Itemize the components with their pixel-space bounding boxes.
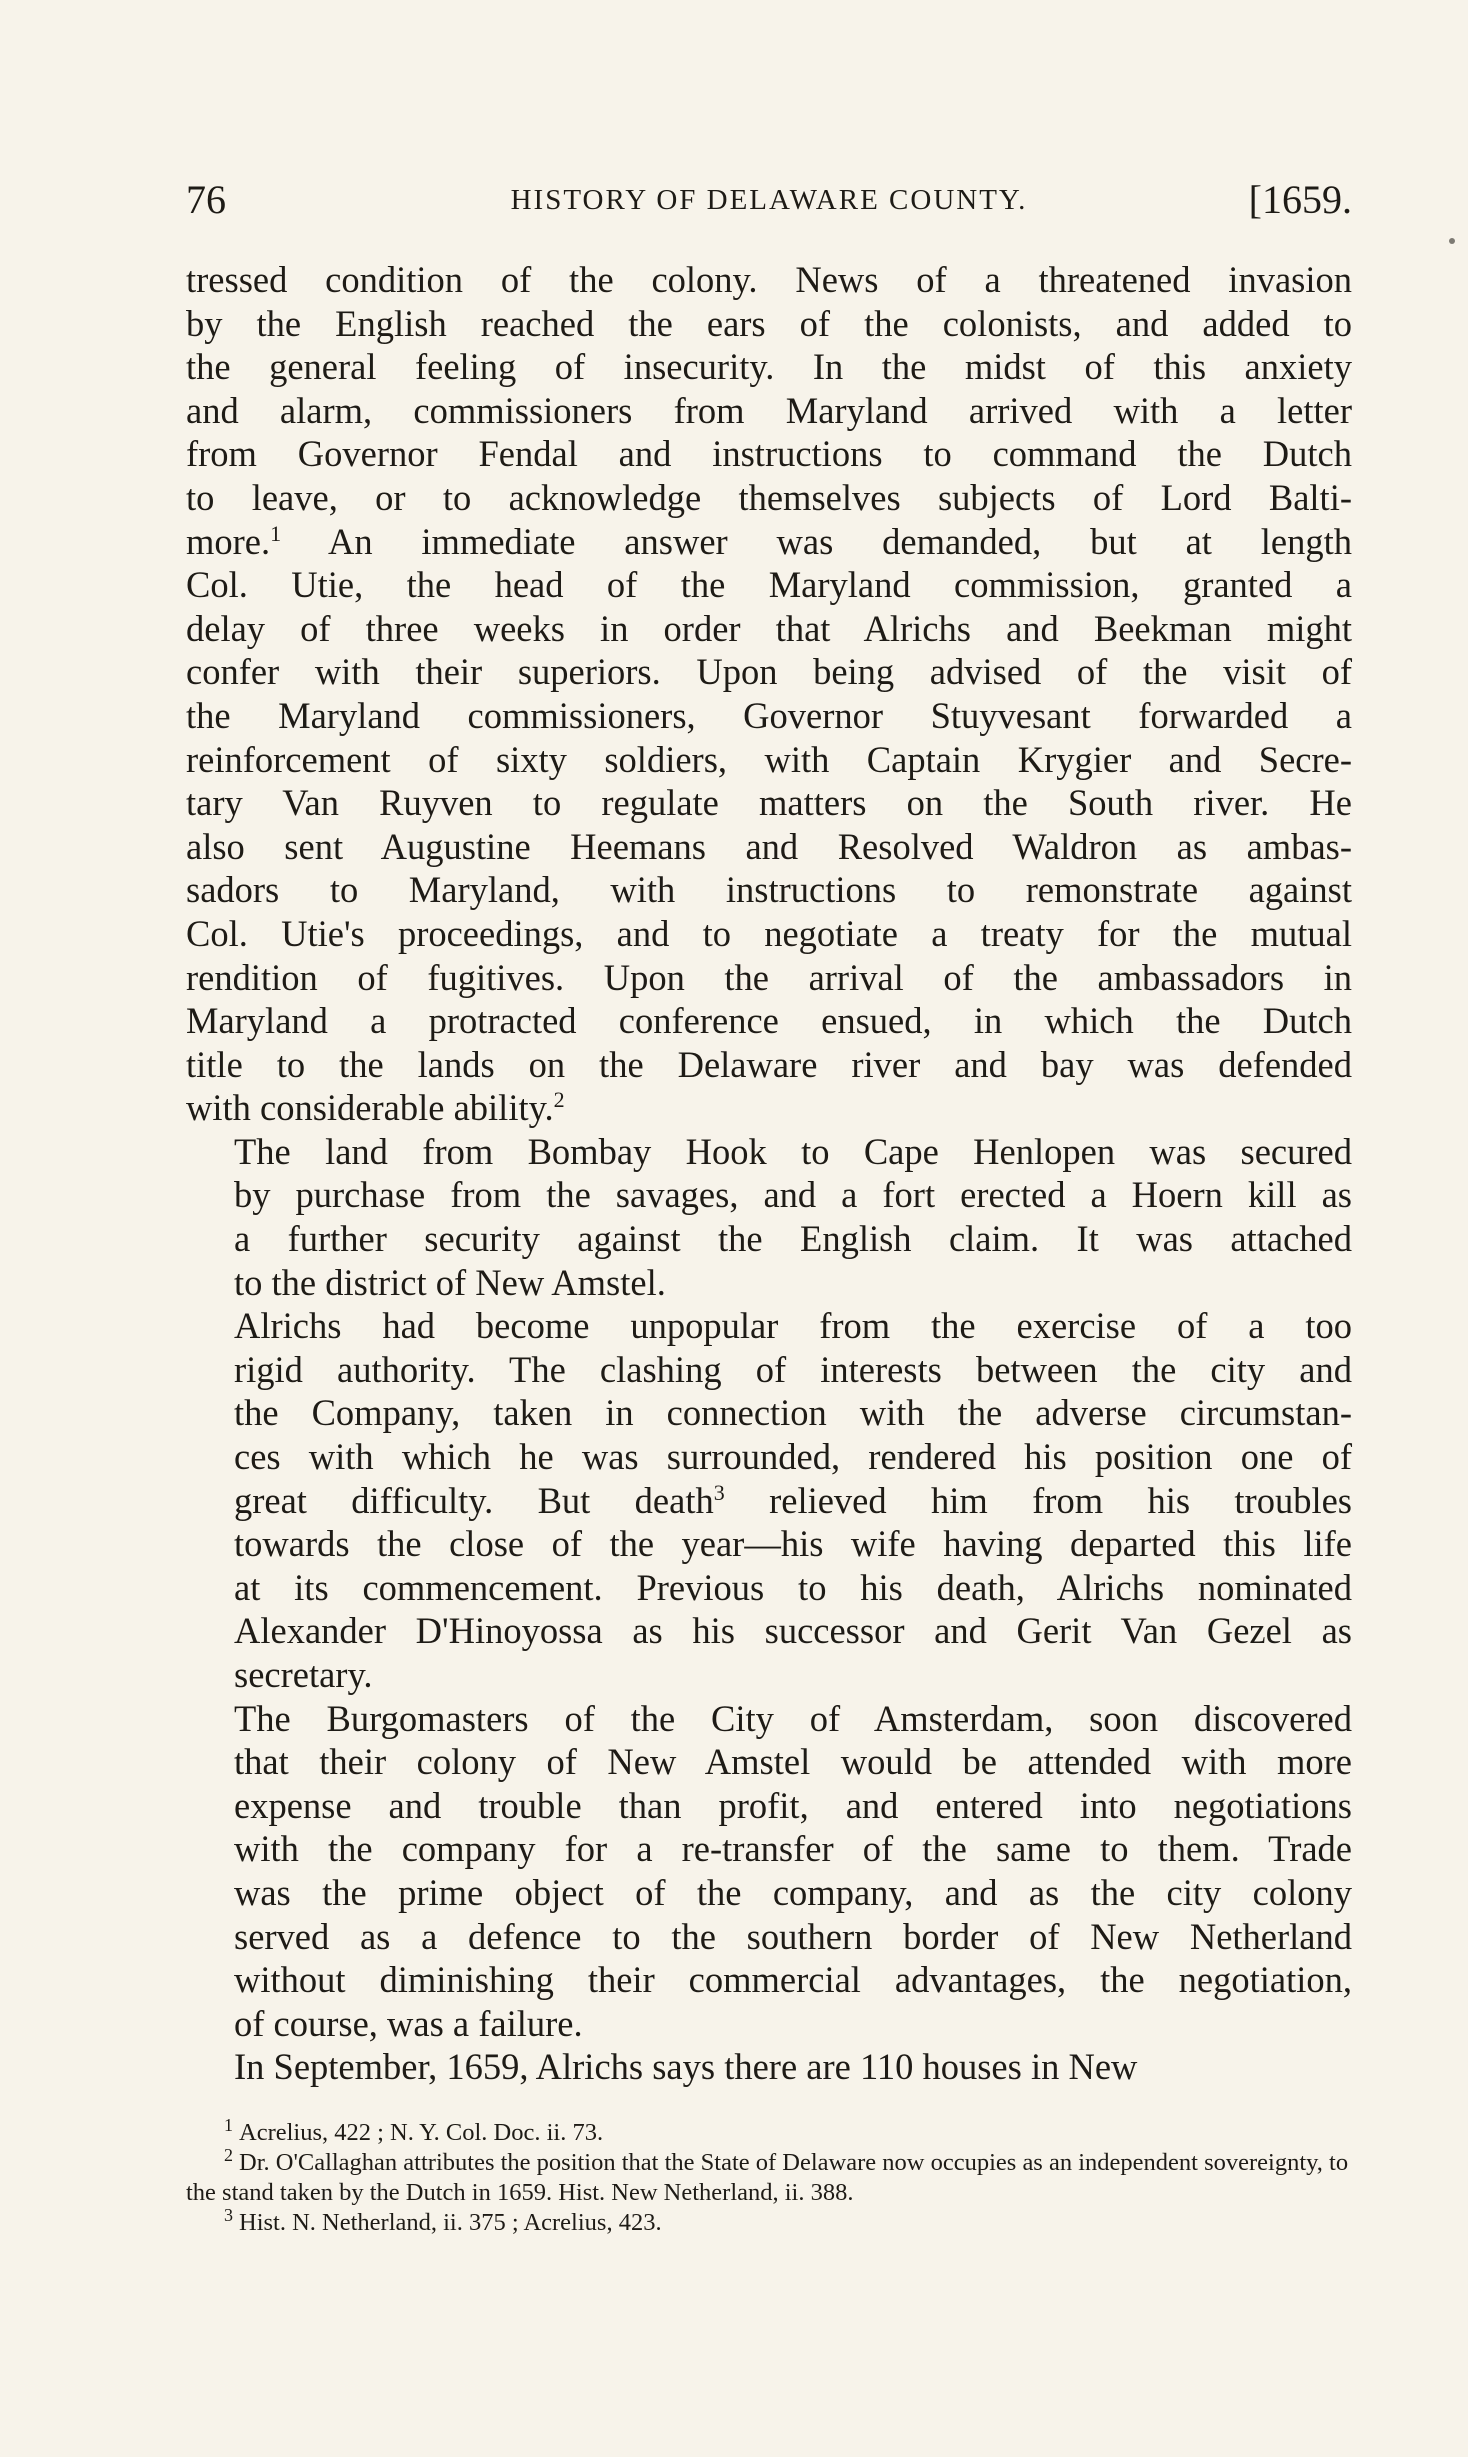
text-line: from Governor Fendal and instructions to command the Dutch <box>186 433 1352 475</box>
body-text <box>186 258 1352 2089</box>
footnote-text: Acrelius, 422 ; N. Y. Col. Doc. ii. 73. <box>239 2119 604 2146</box>
text-line: at its commencement. Previous to his death, Alrichs nominated <box>234 1566 1352 1608</box>
paragraph <box>186 2045 1352 2089</box>
text-run: more. <box>186 520 271 562</box>
text-line: Alrichs had become unpopular from the exercise of a too <box>234 1305 1352 1347</box>
text-line: title to the lands on the Delaware river and bay was defended <box>186 1043 1352 1085</box>
text-line: tary Van Ruyven to regulate matters on the South river. He <box>186 782 1352 824</box>
text-line: to leave, or to acknowledge themselves subjects of Lord Balti- <box>186 476 1352 518</box>
text-line: Alexander D'Hinoyossa as his successor and Gerit Van Gezel as <box>234 1610 1352 1652</box>
footnote-number: 2 <box>224 2144 233 2165</box>
text-line: ces with which he was surrounded, rendered his position one of <box>234 1436 1352 1478</box>
text-line: with the company for a re-transfer of the same to them. Trade <box>234 1828 1352 1870</box>
paragraph <box>186 1697 1352 2046</box>
footnote-ref: 2 <box>553 1087 565 1113</box>
paragraph <box>186 1130 1352 1304</box>
text-line: the Company, taken in connection with the adverse circumstan- <box>234 1392 1352 1434</box>
paragraph <box>186 1304 1352 1696</box>
text-line: to the district of New Amstel. <box>234 1261 666 1303</box>
text-line: The land from Bombay Hook to Cape Henlopen was secured <box>234 1130 1352 1172</box>
text-line: rigid authority. The clashing of interests between the city and <box>234 1348 1352 1390</box>
text-line: without diminishing their commercial advantages, the negotiation, <box>234 1959 1352 2001</box>
footnote-text: Dr. O'Callaghan attributes the position that the State of Delaware now occupies as an independent sovereignty, to the stand taken by the Dutch in 1659. Hist. New Netherland, ii. 388. <box>186 2149 1349 2206</box>
running-year: [1659. <box>1248 177 1352 222</box>
text-line: In September, 1659, Alrichs says there are 110 houses in New <box>234 2046 1138 2088</box>
running-head <box>186 170 1352 230</box>
text-line: that their colony of New Amstel would be attended with more <box>234 1741 1352 1783</box>
text-line: by the English reached the ears of the colonists, and added to <box>186 302 1352 344</box>
text-line: secretary. <box>234 1654 373 1695</box>
print-speck <box>1449 238 1455 244</box>
text-run: An immediate answer was demanded, but at length <box>281 520 1352 562</box>
text-line: Col. Utie's proceedings, and to negotiate a treaty for the mutual <box>186 912 1352 954</box>
text-line: Maryland a protracted conference ensued, in which the Dutch <box>186 1000 1352 1042</box>
text-line <box>186 1086 1352 1130</box>
text-line: confer with their superiors. Upon being advised of the visit of <box>186 651 1352 693</box>
footnote <box>186 2144 1352 2208</box>
footnote <box>186 2114 1352 2148</box>
text-line: Col. Utie, the head of the Maryland commission, granted a <box>186 564 1352 606</box>
text-line: a further security against the English claim. It was attached <box>234 1218 1352 1260</box>
text-run: with considerable ability. <box>186 1087 554 1129</box>
text-line: reinforcement of sixty soldiers, with Captain Krygier and Secre- <box>186 738 1352 780</box>
footnotes <box>186 2114 1352 2238</box>
text-line: The Burgomasters of the City of Amsterdam, soon discovered <box>234 1697 1352 1739</box>
text-line: the general feeling of insecurity. In the midst of this anxiety <box>186 346 1352 388</box>
text-line <box>186 1479 1352 1523</box>
footnote-number: 3 <box>224 2204 233 2225</box>
page-number: 76 <box>186 177 226 222</box>
footnote-text: Hist. N. Netherland, ii. 375 ; Acrelius, 423. <box>239 2209 662 2236</box>
footnote-ref: 1 <box>270 520 282 546</box>
text-line: expense and trouble than profit, and entered into negotiations <box>234 1784 1352 1826</box>
text-line: and alarm, commissioners from Maryland arrived with a letter <box>186 389 1352 431</box>
text-line: served as a defence to the southern border of New Netherland <box>234 1915 1352 1957</box>
text-line: rendition of fugitives. Upon the arrival of the ambassadors in <box>186 956 1352 998</box>
text-line <box>186 520 1352 564</box>
text-run: great difficulty. But death <box>234 1479 714 1521</box>
paragraph <box>186 258 1352 1130</box>
text-line: by purchase from the savages, and a fort erected a Hoern kill as <box>234 1174 1352 1216</box>
text-line: sadors to Maryland, with instructions to remonstrate against <box>186 869 1352 911</box>
text-line: towards the close of the year—his wife having departed this life <box>234 1523 1352 1565</box>
text-line: also sent Augustine Heemans and Resolved Waldron as ambas- <box>186 825 1352 867</box>
text-line: the Maryland commissioners, Governor Stuyvesant forwarded a <box>186 694 1352 736</box>
text-line: of course, was a failure. <box>234 2002 583 2044</box>
footnote-number: 1 <box>224 2114 233 2135</box>
footnote <box>186 2204 1352 2238</box>
footnote-ref: 3 <box>713 1479 725 1505</box>
text-line: delay of three weeks in order that Alrichs and Beekman might <box>186 607 1352 649</box>
text-run: relieved him from his troubles <box>724 1479 1352 1521</box>
running-title: HISTORY OF DELAWARE COUNTY. <box>510 184 1028 216</box>
text-line: was the prime object of the company, and as the city colony <box>234 1871 1352 1913</box>
text-line: tressed condition of the colony. News of a threatened invasion <box>186 259 1352 300</box>
